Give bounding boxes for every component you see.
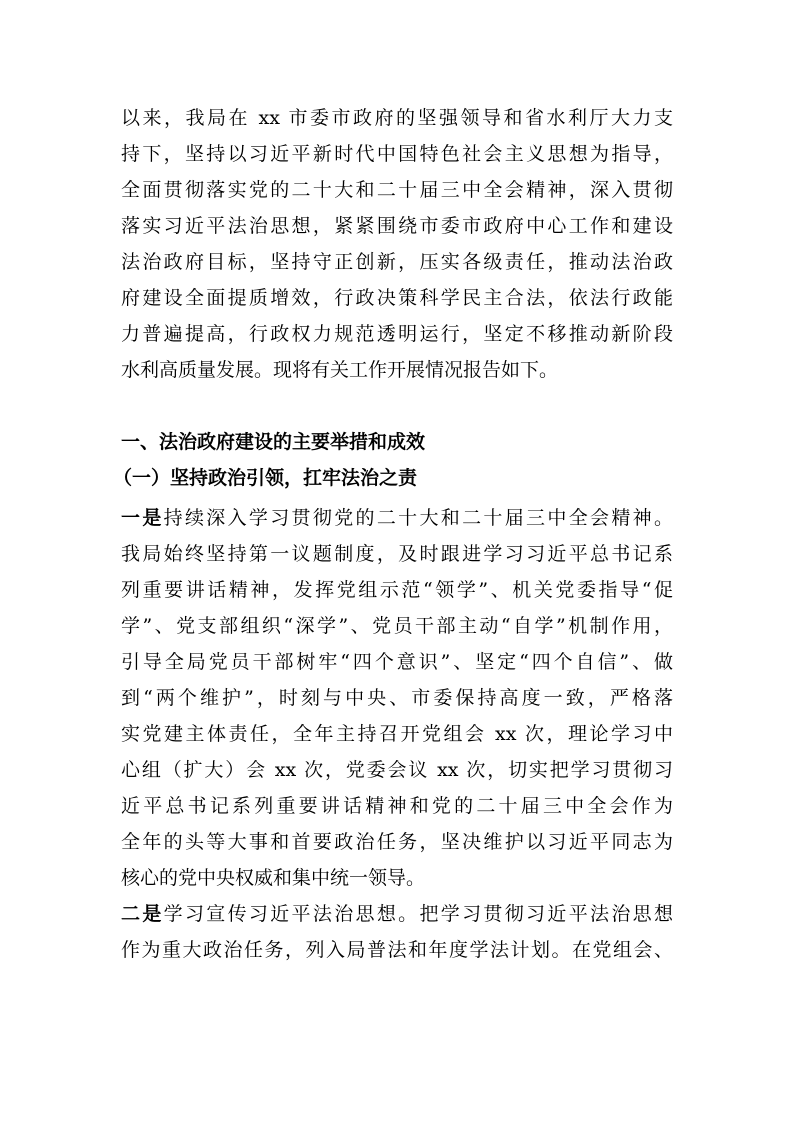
text-line [121, 896, 673, 932]
intro-paragraph [121, 100, 673, 388]
text-line: 心组（扩大）会 xx 次，党委会议 xx 次，切实把学习贯彻习 [121, 759, 673, 781]
text-line: 到“两个维护”，时刻与中央、市委保持高度一致，严格落 [121, 687, 673, 709]
heading-text: （一）坚持政治引领，扛牢法治之责 [113, 467, 418, 489]
subsection-heading [113, 460, 665, 496]
text-line: 落实习近平法治思想，紧紧围绕市委市政府中心工作和建设 [121, 215, 673, 237]
text-line: 引导全局党员干部树牢“四个意识”、坚定“四个自信”、做 [121, 651, 673, 673]
item-lead: 二是 [121, 903, 164, 925]
text-line: 作为重大政治任务，列入局普法和年度学法计划。在党组会、 [121, 939, 673, 961]
text-line [121, 500, 673, 536]
text-line: 实党建主体责任，全年主持召开党组会 xx 次，理论学习中 [121, 723, 673, 745]
text-line: 核心的党中央权威和集中统一领导。 [121, 867, 426, 889]
text-line: 力普遍提高，行政权力规范透明运行，坚定不移推动新阶段 [121, 323, 673, 345]
section-heading [121, 424, 673, 460]
text-line: 法治政府目标，坚持守正创新，压实各级责任，推动法治政 [121, 251, 673, 273]
item-lead: 一是 [121, 507, 164, 529]
text-line: 我局始终坚持第一议题制度，及时跟进学习习近平总书记系 [121, 543, 673, 565]
text-line: 学”、党支部组织“深学”、党员干部主动“自学”机制作用， [121, 615, 673, 637]
item-paragraph-2 [121, 896, 673, 968]
item-first-line: 持续深入学习贯彻党的二十大和二十届三中全会精神。 [163, 507, 673, 529]
item-first-line: 学习宣传习近平法治思想。把学习贯彻习近平法治思想 [163, 903, 673, 925]
text-line: 近平总书记系列重要讲话精神和党的二十届三中全会作为 [121, 795, 673, 817]
text-line: 全年的头等大事和首要政治任务，坚决维护以习近平同志为 [121, 831, 673, 853]
text-line: 以来，我局在 xx 市委市政府的坚强领导和省水利厅大力支 [121, 107, 673, 129]
text-line: 全面贯彻落实党的二十大和二十届三中全会精神，深入贯彻 [121, 179, 673, 201]
text-line: 列重要讲话精神，发挥党组示范“领学”、机关党委指导“促 [121, 579, 673, 601]
text-line: 府建设全面提质增效，行政决策科学民主合法，依法行政能 [121, 287, 673, 309]
heading-text: 一、法治政府建设的主要举措和成效 [121, 431, 426, 453]
text-line: 水利高质量发展。现将有关工作开展情况报告如下。 [121, 359, 559, 381]
text-line: 持下，坚持以习近平新时代中国特色社会主义思想为指导， [121, 143, 673, 165]
item-paragraph-1 [121, 500, 673, 896]
